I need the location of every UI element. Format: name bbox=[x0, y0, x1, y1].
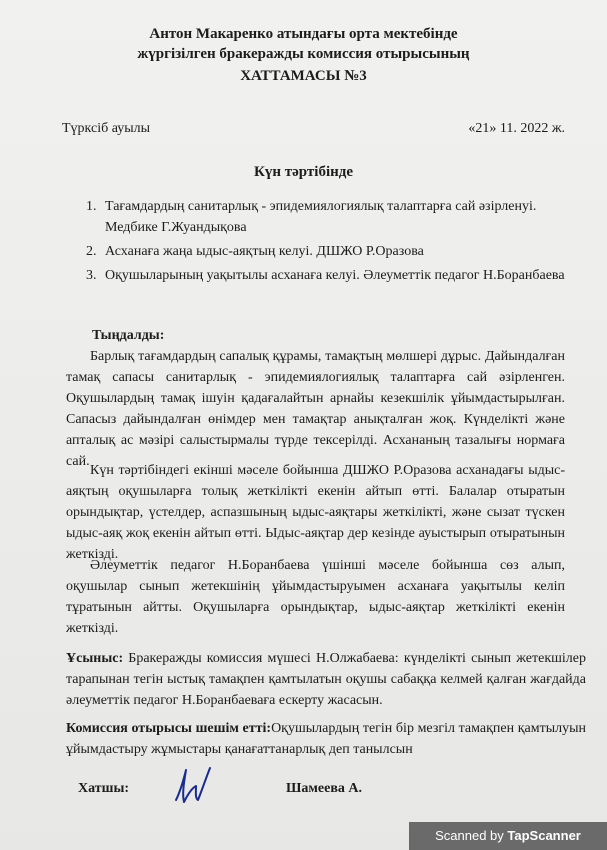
agenda-item-text: Тағамдардың санитарлық - эпидемиялогиялық талаптарға сай әзірленуі. Медбике Г.Жуандықова bbox=[105, 199, 537, 235]
decision-label: Комиссия отырысы шешім етті: bbox=[66, 721, 272, 736]
secretary-label: Хатшы: bbox=[78, 781, 130, 796]
proposal-section bbox=[66, 648, 586, 711]
document-title: ХАТТАМАСЫ №3 bbox=[240, 68, 367, 84]
agenda-item-text: Оқушыларының уақытылы асханаға келуі. Әлеуметтік педагог Н.Боранбаева bbox=[105, 268, 565, 283]
watermark-prefix: Scanned by bbox=[435, 828, 508, 843]
paragraph-third-issue: Әлеуметтік педагог Н.Боранбаева үшінші мәселе бойынша сөз алып, оқушылар сынып жетекшінің ұйымдастыруымен асханаға уақытылы келіп тұратынын айтты. Оқушыларға орындықтар, ыдыс-аяқтар жеткілікті екенін жеткізді. bbox=[66, 558, 565, 636]
agenda-item bbox=[86, 196, 576, 238]
header-line-1: Антон Макаренко атындағы орта мектебінде bbox=[149, 26, 458, 42]
proposal-label: Ұсыныс: bbox=[66, 651, 124, 666]
agenda-heading: Күн тәртібінде bbox=[253, 164, 354, 180]
paragraph-general: Барлық тағамдардың сапалық құрамы, тамақтың мөлшері дұрыс. Дайындалған тамақ сапасы санитарлық - эпидемиялогиялық талаптарға сай әзірленген. Оқушылардың тамақ ішуін қадағалайтын арнайы кезекшілік ұйымдастырылған. Сапасыз дайындалған өнімдер мен тамақтар анықталған жоқ. Күнделікті және апталық ас мәзірі салыстырмалы түрде тексерілді. Асхананың тазалығы нормаға сай. bbox=[66, 349, 565, 469]
agenda-item-number: 2. bbox=[86, 244, 97, 259]
agenda-item-number: 1. bbox=[86, 199, 97, 214]
handwritten-signature bbox=[162, 764, 222, 806]
heard-label: Тыңдалды: bbox=[92, 328, 165, 343]
decision-section bbox=[66, 718, 586, 760]
paragraph-second-issue: Күн тәртібіндегі екінші мәселе бойынша ДШЖО Р.Оразова асханадағы ыдыс-аяқтың оқушыларға толық жеткілікті екенін айтып өтті. Балалар отыратын орындықтар, үстелдер, аспазшының ыдыс-аяқтары жеткілікті, және сызат түскен ыдыс-аяқ жоқ екенін айтып өтті. Ыдыс-аяқтар дер кезінде ауыстырып отыратынын жеткізді. bbox=[66, 463, 565, 562]
header-line-2: жүргізілген бракеражды комиссия отырысының bbox=[137, 46, 470, 62]
watermark-brand: TapScanner bbox=[507, 828, 581, 843]
agenda-list bbox=[86, 196, 576, 289]
decision-text: Оқушылардың тегін бір мезгіл тамақпен қамтылуын ұйымдастыру жұмыстары қанағаттанарлық деп танылсын bbox=[66, 721, 587, 757]
document-date: «21» 11. 2022 ж. bbox=[468, 121, 565, 136]
agenda-item-number: 3. bbox=[86, 268, 97, 283]
agenda-item bbox=[86, 265, 576, 286]
agenda-item bbox=[86, 241, 576, 262]
proposal-text: Бракеражды комиссия мүшесі Н.Олжабаева: күнделікті сынып жетекшілер тарапынан тегін ыстық тамақпен қамтылатын оқушы сабаққа келмей қалған жағдайда әлеуметтік педагог Н.Боранбаеваға ескерту жасасын. bbox=[66, 651, 586, 708]
agenda-item-text: Асханаға жаңа ыдыс-аяқтың келуі. ДШЖО Р.Оразова bbox=[105, 244, 424, 259]
secretary-name: Шамеева А. bbox=[286, 781, 363, 796]
place-name: Түрксіб ауылы bbox=[62, 121, 151, 136]
scanner-watermark bbox=[409, 822, 607, 850]
